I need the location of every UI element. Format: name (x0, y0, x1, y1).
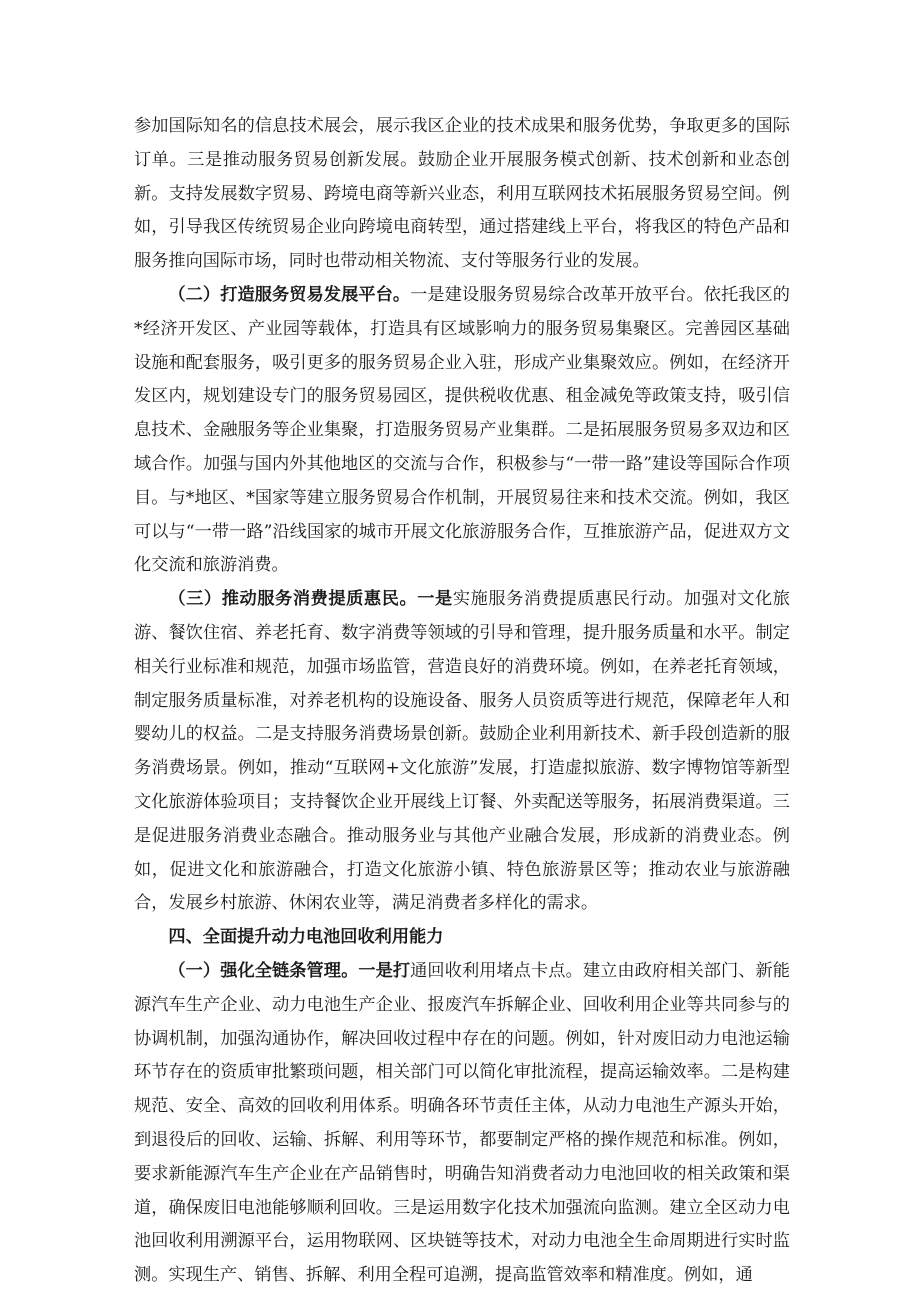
paragraph-4 (134, 955, 790, 1293)
document-body (134, 110, 790, 1293)
paragraph-3-text: 实施服务消费提质惠民行动。加强对文化旅游、餐饮住宿、养老托育、数字消费等领域的引导和管理，提升服务质量和水平。制定相关行业标准和规范，加强市场监管，营造良好的消费环境。例如，在养老托育领域，制定服务质量标准，对养老机构的设施设备、服务人员资质等进行规范，保障老年人和婴幼儿的权益。二是支持服务消费场景创新。鼓励企业利用新技术、新手段创造新的服务消费场景。例如，推动“互联网+文化旅游”发展，打造虚拟旅游、数字博物馆等新型文化旅游体验项目；支持餐饮企业开展线上订餐、外卖配送等服务，拓展消费渠道。三是促进服务消费业态融合。推动服务业与其他产业融合发展，形成新的消费业态。例如，促进文化和旅游融合，打造文化旅游小镇、特色旅游景区等；推动农业与旅游融合，发展乡村旅游、休闲农业等，满足消费者多样化的需求。 (134, 589, 790, 914)
paragraph-1-text: 参加国际知名的信息技术展会，展示我区企业的技术成果和服务优势，争取更多的国际订单。三是推动服务贸易创新发展。鼓励企业开展服务模式创新、技术创新和业态创新。支持发展数字贸易、跨境电商等新兴业态，利用互联网技术拓展服务贸易空间。例如，引导我区传统贸易企业向跨境电商转型，通过搭建线上平台，将我区的特色产品和服务推向国际市场，同时也带动相关物流、支付等服务行业的发展。 (134, 116, 790, 272)
paragraph-3 (134, 583, 790, 921)
paragraph-4-lead: （一）强化全链条管理。一是打 (168, 960, 411, 981)
paragraph-4-text: 通回收利用堵点卡点。建立由政府相关部门、新能源汽车生产企业、动力电池生产企业、报废汽车拆解企业、回收利用企业等共同参与的协调机制，加强沟通协作，解决回收过程中存在的问题。例如，针对废旧动力电池运输环节存在的资质审批繁琐问题，相关部门可以简化审批流程，提高运输效率。二是构建规范、安全、高效的回收利用体系。明确各环节责任主体，从动力电池生产源头开始，到退役后的回收、运输、拆解、利用等环节，都要制定严格的操作规范和标准。例如，要求新能源汽车生产企业在产品销售时，明确告知消费者动力电池回收的相关政策和渠道，确保废旧电池能够顺利回收。三是运用数字化技术加强流向监测。建立全区动力电池回收利用溯源平台，运用物联网、区块链等技术，对动力电池全生命周期进行实时监测。实现生产、销售、拆解、利用全程可追溯，提高监管效率和精准度。例如，通 (134, 960, 790, 1286)
section-heading: 四、全面提升动力电池回收利用能力 (168, 927, 444, 948)
paragraph-3-lead: （三）推动服务消费提质惠民。一是 (168, 589, 453, 610)
paragraph-2-lead: （二）打造服务贸易发展平台。 (168, 284, 411, 305)
paragraph-2-text: 一是建设服务贸易综合改革开放平台。依托我区的*经济开发区、产业园等载体，打造具有区域影响力的服务贸易集聚区。完善园区基础设施和配套服务，吸引更多的服务贸易企业入驻，形成产业集聚效应。例如，在经济开发区内，规划建设专门的服务贸易园区，提供税收优惠、租金减免等政策支持，吸引信息技术、金融服务等企业集聚，打造服务贸易产业集群。二是拓展服务贸易多双边和区域合作。加强与国内外其他地区的交流与合作，积极参与“一带一路”建设等国际合作项目。与*地区、*国家等建立服务贸易合作机制，开展贸易往来和技术交流。例如，我区可以与“一带一路”沿线国家的城市开展文化旅游服务合作，互推旅游产品，促进双方文化交流和旅游消费。 (134, 284, 790, 576)
paragraph-1 (134, 110, 790, 279)
paragraph-2 (134, 279, 790, 583)
